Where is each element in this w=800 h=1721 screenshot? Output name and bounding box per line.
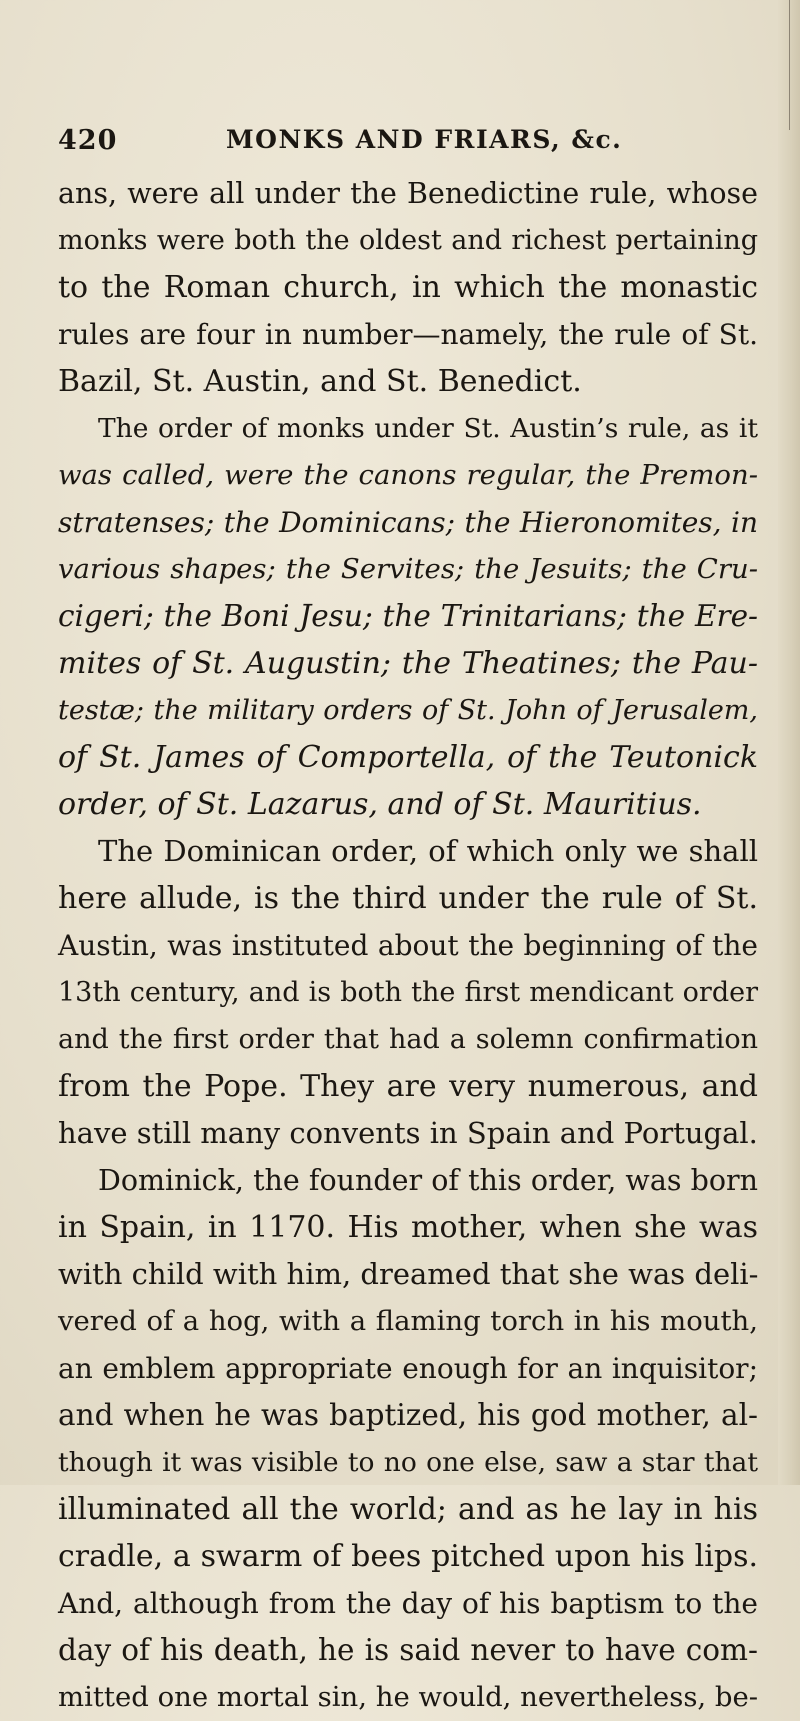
text-line: of St. James of Comportella, of the Teutonick xyxy=(58,740,758,775)
text-line: and the first order that had a solemn confirmation xyxy=(58,1024,758,1055)
page-header xyxy=(58,125,758,165)
text-line: with child with him, dreamed that she was deli- xyxy=(58,1257,759,1291)
text-line: cradle, a swarm of bees pitched upon his lips. xyxy=(58,1539,758,1574)
text-line: And, although from the day of his baptism to the xyxy=(58,1587,758,1620)
text-line: testæ; the military orders of St. John of Jerusalem, xyxy=(58,695,758,726)
running-head: MONKS AND FRIARS, &c. xyxy=(226,125,623,154)
text-line: Austin, was instituted about the beginning of the xyxy=(58,929,758,962)
text-line: Dominick, the founder of this order, was born xyxy=(98,1164,758,1197)
page-edge xyxy=(778,0,800,1485)
text-line: order, of St. Lazarus, and of St. Mauritius. xyxy=(58,787,702,822)
text-line: 13th century, and is both the first mendicant order xyxy=(58,977,758,1008)
text-line: The order of monks under St. Austin’s rule, as it xyxy=(98,413,758,444)
text-line: here allude, is the third under the rule of St. xyxy=(58,881,758,916)
text-line: various shapes; the Servites; the Jesuits; the Cru- xyxy=(58,553,758,585)
text-line: though it was visible to no one else, saw a star that xyxy=(58,1447,758,1478)
text-line: from the Pope. They are very numerous, and xyxy=(58,1069,758,1104)
body-text xyxy=(58,170,758,1721)
text-line: ans, were all under the Benedictine rule, whose xyxy=(58,177,758,210)
page-number: 420 xyxy=(58,125,118,156)
text-line: and when he was baptized, his god mother, al- xyxy=(58,1398,758,1432)
text-line: day of his death, he is said never to have com- xyxy=(58,1633,758,1667)
text-line: stratenses; the Dominicans; the Hieronomites, in xyxy=(58,506,758,539)
text-line: mites of St. Augustin; the Theatines; the Pau- xyxy=(58,646,758,681)
text-line: an emblem appropriate enough for an inquisitor; xyxy=(58,1352,758,1385)
page-edge-line xyxy=(789,0,790,130)
text-line: rules are four in number—namely, the rule of St. xyxy=(58,318,758,351)
text-line: illuminated all the world; and as he lay in his xyxy=(58,1492,758,1527)
text-line: monks were both the oldest and richest pertaining xyxy=(58,225,758,256)
text-line: vered of a hog, with a flaming torch in his mouth, xyxy=(58,1305,758,1337)
text-line: have still many convents in Spain and Portugal. xyxy=(58,1116,758,1150)
text-line: mitted one mortal sin, he would, nevertheless, be- xyxy=(58,1681,759,1713)
text-line: The Dominican order, of which only we shall xyxy=(98,834,758,868)
text-line: Bazil, St. Austin, and St. Benedict. xyxy=(58,364,582,399)
text-line: in Spain, in 1170. His mother, when she was xyxy=(58,1210,758,1245)
text-line: cigeri; the Boni Jesu; the Trinitarians; the Ere- xyxy=(58,599,758,633)
text-line: to the Roman church, in which the monastic xyxy=(58,270,758,305)
text-line: was called, were the canons regular, the Premon- xyxy=(58,459,758,491)
